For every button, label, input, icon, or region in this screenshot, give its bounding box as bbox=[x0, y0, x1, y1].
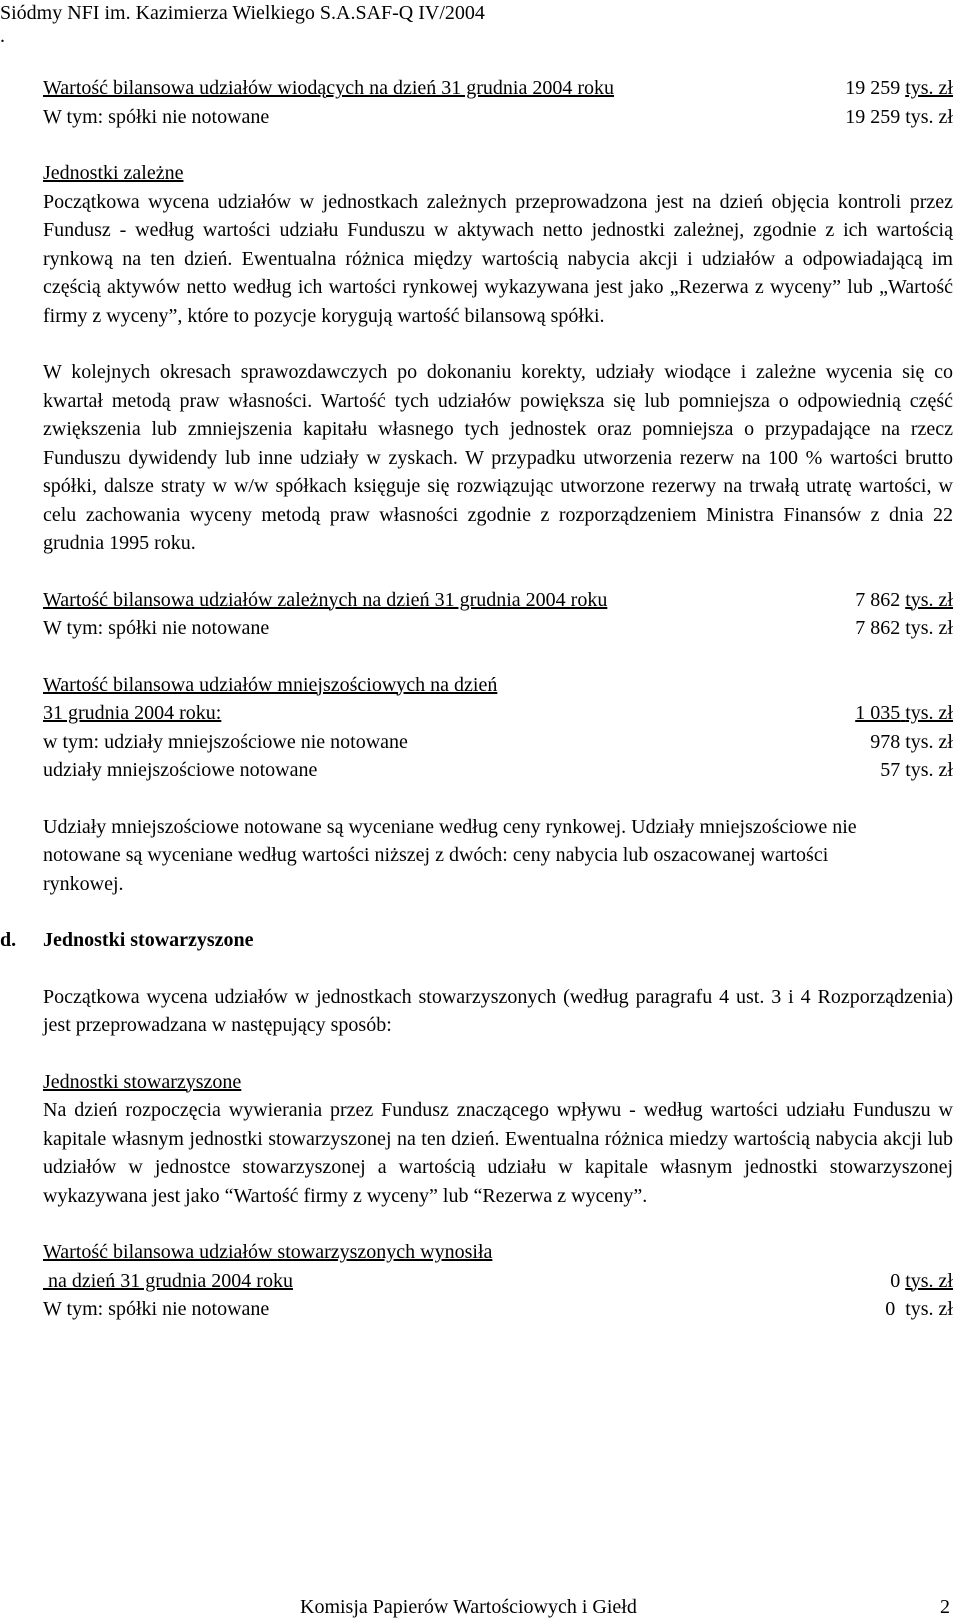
row-value bbox=[783, 728, 953, 757]
row-label: Wartość bilansowa udziałów wiodących na dzień 31 grudnia 2004 roku bbox=[43, 77, 615, 99]
value-number: 57 bbox=[880, 759, 901, 781]
row-label: w tym: udziały mniejszościowe nie notowane bbox=[43, 730, 408, 753]
subsidiaries-value-row bbox=[43, 586, 953, 615]
leading-row bbox=[43, 74, 953, 103]
minority-row bbox=[43, 756, 953, 785]
value-unit: tys. zł bbox=[905, 730, 953, 753]
page-number: 2 bbox=[940, 1596, 950, 1618]
row-label: 31 grudnia 2004 roku: bbox=[43, 702, 222, 724]
header-title: Siódmy NFI im. Kazimierza Wielkiego S.A.SAF-Q IV/2004 bbox=[0, 2, 485, 24]
value-unit: tys. zł bbox=[905, 702, 953, 724]
associates-subheading: Jednostki stowarzyszone bbox=[43, 1070, 242, 1093]
value-unit: tys. zł bbox=[905, 77, 953, 99]
associates-value-line-1: Wartość bilansowa udziałów stowarzyszonych wynosiła bbox=[43, 1241, 493, 1263]
header-dot: . bbox=[0, 25, 5, 47]
document-body bbox=[0, 74, 953, 1324]
associates-value-row bbox=[43, 1295, 953, 1324]
subsidiaries-value-row bbox=[43, 614, 953, 643]
minority-paragraph: Udziały mniejszościowe notowane są wyceniane według ceny rynkowej. Udziały mniejszościowe nie notowane są wyceniane według wartości niższej z dwóch: ceny nabycia lub oszacowanej wartości rynkowej. bbox=[43, 815, 857, 895]
value-number: 978 bbox=[870, 730, 901, 753]
minority-total-row bbox=[43, 699, 953, 728]
footer-source: Komisja Papierów Wartościowych i Giełd bbox=[300, 1596, 637, 1618]
value-number: 7 862 bbox=[855, 588, 901, 611]
minority-heading-line-1: Wartość bilansowa udziałów mniejszościowych na dzień bbox=[43, 673, 498, 696]
row-label: na dzień 31 grudnia 2004 roku bbox=[43, 1269, 293, 1292]
row-value bbox=[783, 756, 953, 785]
value-number: 19 259 bbox=[845, 77, 901, 99]
row-value bbox=[783, 1267, 953, 1296]
value-number: 1 035 bbox=[855, 702, 901, 724]
value-unit: tys. zł bbox=[905, 759, 953, 781]
value-unit: tys. zł bbox=[905, 1298, 953, 1320]
section-d-intro: Początkowa wycena udziałów w jednostkach stowarzyszonych (według paragrafu 4 ust. 3 i 4 Rozporządzenia) jest przeprowadzana w następujący sposób: bbox=[43, 985, 953, 1036]
row-value bbox=[783, 699, 953, 728]
value-unit: tys. zł bbox=[905, 105, 953, 128]
minority-row bbox=[43, 728, 953, 757]
row-label: Wartość bilansowa udziałów zależnych na dzień 31 grudnia 2004 roku bbox=[43, 588, 608, 611]
leading-row bbox=[43, 103, 953, 132]
value-unit: tys. zł bbox=[905, 617, 953, 639]
section-d-heading bbox=[0, 926, 953, 955]
row-label: W tym: spółki nie notowane bbox=[43, 1298, 270, 1320]
row-value bbox=[783, 586, 953, 615]
row-value bbox=[788, 103, 953, 132]
subsidiaries-heading: Jednostki zależne bbox=[43, 162, 184, 184]
value-number: 0 bbox=[885, 1298, 896, 1320]
associates-value-row bbox=[43, 1267, 953, 1296]
row-label: W tym: spółki nie notowane bbox=[43, 617, 270, 639]
row-value bbox=[788, 74, 953, 103]
value-unit: tys. zł bbox=[905, 588, 953, 611]
section-letter: d. bbox=[0, 929, 17, 951]
page-header bbox=[0, 2, 485, 48]
row-label: udziały mniejszościowe notowane bbox=[43, 759, 318, 781]
value-unit: tys. zł bbox=[905, 1269, 953, 1292]
row-value bbox=[783, 614, 953, 643]
row-label: W tym: spółki nie notowane bbox=[43, 105, 270, 128]
associates-paragraph: Na dzień rozpoczęcia wywierania przez Fundusz znaczącego wpływu - według wartości udziału Funduszu w kapitale własnym jednostki stowarzyszonej na ten dzień. Ewentualna różnica miedzy wartością nabycia akcji lub udziałów w jednostce stowarzyszonej a wartością udziału w kapitale własnym jednostki stowarzyszonej wykazywana jest jako “Wartość firmy z wyceny” lub “Rezerwa z wyceny”. bbox=[43, 1099, 953, 1207]
section-title: Jednostki stowarzyszone bbox=[43, 929, 254, 951]
value-number: 7 862 bbox=[855, 617, 901, 639]
value-number: 0 bbox=[890, 1269, 901, 1292]
subsidiaries-paragraph-2: W kolejnych okresach sprawozdawczych po dokonaniu korekty, udziały wiodące i zależne wycenia się co kwartał metodą praw własności. Wartość tych udziałów powiększa się lub pomniejsza o odpowiednią część zwiększenia lub zmniejszenia kapitału własnego tych jednostek oraz pomniejsza o przypadające na rzecz Funduszu dywidendy lub inne udziały w zyskach. W przypadku utworzenia rezerw na 100 % wartości brutto spółki, dalsze straty w w/w spółkach księguje się rozwiązując utworzone rezerwy na trwałą utratę wartości, w celu zachowania wyceny metodą praw własności zgodnie z rozporządzeniem Ministra Finansów z dnia 22 grudnia 1995 roku. bbox=[43, 361, 953, 554]
row-value bbox=[783, 1295, 953, 1324]
value-number: 19 259 bbox=[845, 105, 901, 128]
subsidiaries-paragraph-1: Początkowa wycena udziałów w jednostkach zależnych przeprowadzona jest na dzień objęcia kontroli przez Fundusz - według wartości udziału Funduszu w aktywach netto jednostki zależnej, zgodnie z ich wartością rynkową na ten dzień. Ewentualna różnica między wartością nabycia akcji i udziałów a odpowiadającą im częścią aktywów netto według ich wartości rynkowej wykazywana jest jako „Rezerwa z wyceny” lub „Wartość firmy z wyceny”, które to pozycje korygują wartość bilansową spółki. bbox=[43, 190, 953, 327]
